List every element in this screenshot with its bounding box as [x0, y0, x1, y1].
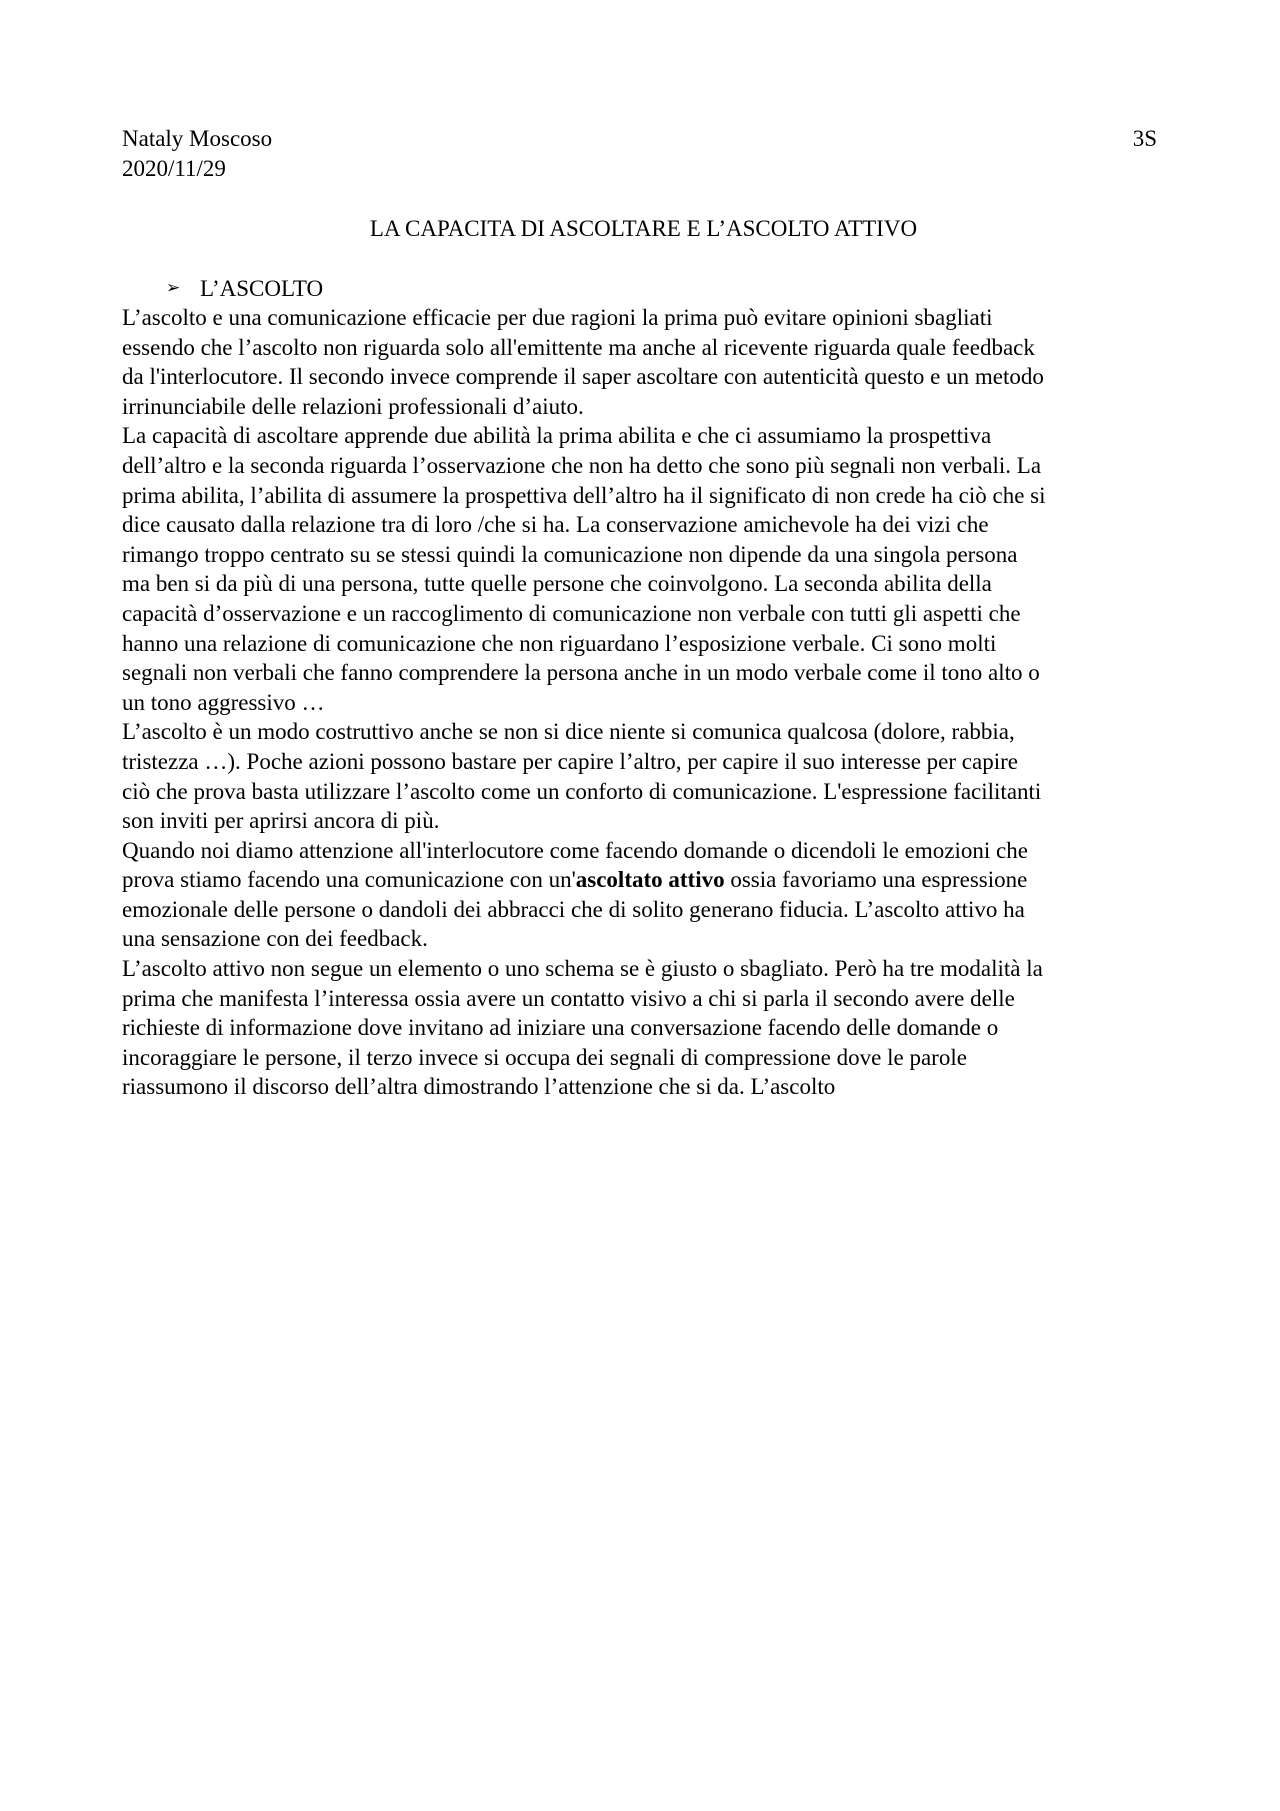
text-line: ma ben si da più di una persona, tutte quelle persone che coinvolgono. La seconda abilita della — [122, 571, 992, 597]
text-line: da l'interlocutore. Il secondo invece comprende il saper ascoltare con autenticità questo e un metodo — [122, 364, 1044, 390]
text-segment: ossia favoriamo una espressione — [724, 867, 1028, 893]
paragraph-2 — [122, 421, 1168, 717]
text-line: irrinunciabile delle relazioni professionali d’aiuto. — [122, 393, 584, 419]
text-line: rimango troppo centrato su se stessi quindi la comunicazione non dipende da una singola persona — [122, 541, 1018, 567]
text-line: segnali non verbali che fanno comprendere la persona anche in un modo verbale come il tono alto o — [122, 660, 1040, 686]
document-date: 2020/11/29 — [122, 156, 226, 181]
author-name: Nataly Moscoso — [122, 126, 273, 151]
class-code: 3S — [1132, 126, 1157, 151]
text-line: Quando noi diamo attenzione all'interlocutore come facendo domande o dicendoli le emozioni che — [122, 837, 1028, 863]
text-line: L’ascolto attivo non segue un elemento o uno schema se è giusto o sbagliato. Però ha tre modalità la — [122, 956, 1043, 982]
text-line: dice causato dalla relazione tra di loro /che si ha. La conservazione amichevole ha dei vizi che — [122, 512, 989, 538]
paragraph-5 — [122, 954, 1168, 1102]
text-line: un tono aggressivo … — [122, 689, 325, 715]
text-line: L’ascolto è un modo costruttivo anche se non si dice niente si comunica qualcosa (dolore, rabbia, — [122, 719, 1015, 745]
document-body — [122, 303, 1168, 1102]
text-line: tristezza …). Poche azioni possono bastare per capire l’altro, per capire il suo interesse per capire — [122, 748, 1018, 774]
paragraph-1 — [122, 303, 1168, 421]
arrowhead-bullet-icon: ➢ — [166, 278, 181, 298]
document-title: LA CAPACITA DI ASCOLTARE E L’ASCOLTO ATTIVO — [369, 216, 918, 241]
text-line: prima che manifesta l’interessa ossia avere un contatto visivo a chi si parla il secondo avere delle — [122, 985, 1015, 1011]
text-line: emozionale delle persone o dandoli dei abbracci che di solito generano fiducia. L’ascolto attivo ha — [122, 896, 1025, 922]
paragraph-3 — [122, 717, 1168, 835]
text-line: capacità d’osservazione e un raccoglimento di comunicazione non verbale con tutti gli aspetti che — [122, 600, 1021, 626]
text-line: incoraggiare le persone, il terzo invece si occupa dei segnali di compressione dove le parole — [122, 1044, 967, 1070]
section-heading — [166, 274, 323, 304]
text-line: dell’altro e la seconda riguarda l’osservazione che non ha detto che sono più segnali non verbali. La — [122, 452, 1042, 478]
text-line: essendo che l’ascolto non riguarda solo all'emittente ma anche al ricevente riguarda quale feedback — [122, 334, 1035, 360]
text-line: L’ascolto e una comunicazione efficacie per due ragioni la prima può evitare opinioni sbagliati — [122, 305, 993, 330]
bold-term: ascoltato attivo — [575, 867, 725, 893]
text-line: richieste di informazione dove invitano ad iniziare una conversazione facendo delle domande o — [122, 1015, 999, 1041]
text-line: riassumono il discorso dell’altra dimostrando l’attenzione che si da. L’ascolto — [122, 1074, 836, 1100]
text-line: hanno una relazione di comunicazione che non riguardano l’esposizione verbale. Ci sono molti — [122, 630, 997, 656]
text-line: La capacità di ascoltare apprende due abilità la prima abilita e che ci assumiamo la prospettiva — [122, 423, 992, 449]
text-line — [122, 865, 1168, 895]
paragraph-4 — [122, 836, 1168, 954]
section-heading-text: L’ASCOLTO — [200, 276, 324, 301]
text-line: ciò che prova basta utilizzare l’ascolto come un conforto di comunicazione. L'espressione facilitanti — [122, 778, 1042, 804]
document-header — [122, 124, 1157, 154]
text-line: son inviti per aprirsi ancora di più. — [122, 808, 440, 834]
text-segment: prova stiamo facendo una comunicazione con un' — [122, 867, 576, 893]
text-line: una sensazione con dei feedback. — [122, 926, 428, 952]
text-line: prima abilita, l’abilita di assumere la prospettiva dell’altro ha il significato di non crede ha ciò che si — [122, 482, 1046, 508]
